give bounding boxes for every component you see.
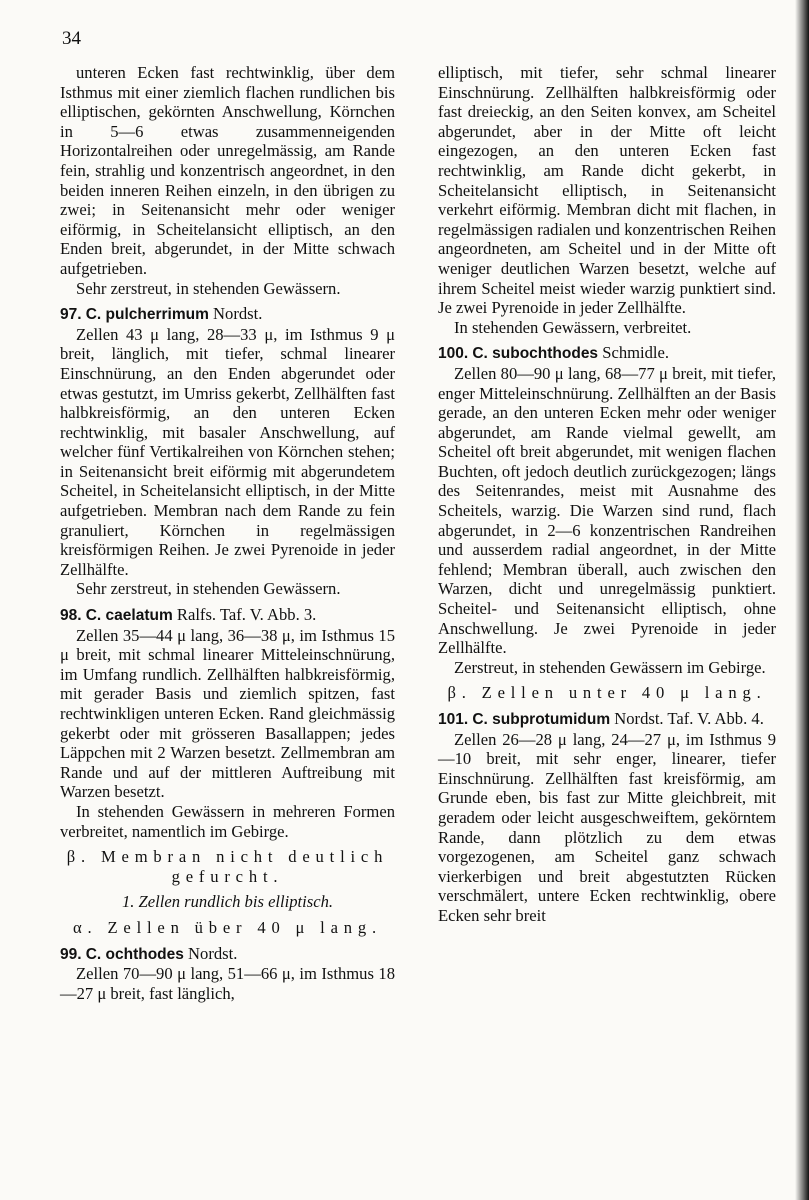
habitat-note: Sehr zerstreut, in stehenden Gewässern. (76, 579, 341, 599)
species-heading (60, 304, 395, 325)
species-name: C. subprotumidum (472, 711, 611, 728)
description-paragraph: Zellen 26—28 μ lang, 24—27 μ, im Isthmus 9—10 breit, mit sehr enger, linearer, tiefer Einschnürung. Zellhälften fast kreisförmig, am Grunde eben, bis fast zur Mitte gleichbreit, mit geradem oder leicht ausgeschweiftem, gekörntem Rande, dann plötzlich zu dem etwas vorgezogenen, am Scheitel ganz schwach vierkerbigen und breit abgestutzten Rücken verschmälert, untere Ecken rechtwinklig, obere Ecken sehr breit (438, 729, 776, 925)
habitat-note: In stehenden Gewässern, verbreitet. (454, 317, 692, 337)
species-name: C. subochthodes (472, 345, 599, 363)
species-number: 98. (60, 607, 82, 625)
key-heading: α. Zellen über 40 μ lang. (73, 917, 382, 937)
left-column (60, 63, 395, 1003)
species-heading (60, 944, 395, 965)
description-paragraph: Zellen 35—44 μ lang, 36—38 μ, im Isthmus 15 μ breit, mit schmal linearer Mitteleinschnürung, im Umfang rundlich. Zellhälften halbkreisförmig, mit gerader Basis und ziemlich spitzen, fast rechtwinkligen unteren Ecken. Rand gleichmässig gekerbt oder mit grösseren Basallappen; jedes Läppchen mit 2 Warzen besetzt. Zellmembran am Rande und auf der mittleren Auftreibung mit Warzen besetzt. (60, 625, 395, 802)
description-paragraph: Zellen 80—90 μ lang, 68—77 μ breit, mit tiefer, enger Mitteleinschnürung. Zellhälften an der Basis gerade, an den unteren Ecken mehr oder weniger abgerundet, am Rande vielmal gewellt, am Scheitel oft breit abgerundet, mit wenigen flachen Buchten, oft jedoch deutlich zurückgezogen; längs des Seitenrandes, meist mit Ausnahme des Scheitels, warzig. Die Warzen sind rund, flach abgerundet, in 2—6 konzentrischen Randreihen und ausserdem radial angeordnet, in der Mitte fehlend; Membran überall, auch zwischen den Warzen, dicht und unregelmässig punktiert. Scheitel- und Seitenansicht elliptisch, ohne Anschwellung. Je zwei Pyrenoide in jeder Zellhälfte. (438, 363, 776, 658)
description-paragraph: unteren Ecken fast rechtwinklig, über dem Isthmus mit einer ziemlich flachen rundlichen bis elliptischen, gekörnten Anschwellung, Körnchen in 5—6 etwas zusammenneigenden Horizontalreihen oder unregelmässig, am Rande fein, strahlig und konzentrisch angeordnet, in den beiden inneren Reihen einzeln, in den übrigen zu zwei; in Seitenansicht mehr oder weniger eiförmig, in Scheitelansicht elliptisch, an den Enden breit, abgerundet, in der Mitte schwach aufgetrieben. (60, 63, 395, 278)
habitat-note: Sehr zerstreut, in stehenden Gewässern. (76, 278, 341, 298)
species-number: 101. (438, 711, 469, 728)
habitat-note: Zerstreut, in stehenden Gewässern im Gebirge. (454, 657, 766, 677)
species-name: C. pulcherrimum (85, 306, 209, 324)
key-heading: β. Zellen unter 40 μ lang. (447, 683, 767, 703)
species-author: Schmidle. (602, 343, 670, 363)
species-author: Nordst. Taf. V. Abb. 4. (614, 709, 764, 728)
key-subheading: 1. Zellen rundlich bis elliptisch. (121, 892, 334, 912)
right-column (438, 63, 776, 926)
species-number: 97. (60, 306, 82, 324)
species-author: Nordst. (213, 304, 263, 324)
species-author: Nordst. (188, 943, 238, 963)
species-name: C. caelatum (85, 607, 173, 625)
habitat-note: In stehenden Gewässern in mehreren Formen verbreitet, namentlich im Gebirge. (60, 801, 395, 841)
species-author: Ralfs. Taf. V. Abb. 3. (176, 605, 317, 625)
species-name: C. ochthodes (85, 945, 184, 963)
species-number: 99. (60, 945, 82, 963)
description-paragraph: Zellen 43 μ lang, 28—33 μ, im Isthmus 9 μ breit, länglich, mit tiefer, schmal linearer Einschnürung, an den Enden abgerundet oder etwas gestutzt, im Umriss gekerbt, Zellhälften fast halbkreisförmig, an den unteren Ecken rechtwinklig, mit basaler Anschwellung, auf welcher fünf Vertikalreihen von Körnchen stehen; in Seitenansicht breit eiförmig mit abgerundetem Scheitel, in Scheitelansicht elliptisch, in der Mitte aufgetrieben. Membran nach dem Rande zu fein granuliert, Körnchen in regelmässigen kreisförmigen Reihen. Je zwei Pyrenoide in jeder Zellhälfte. (60, 324, 395, 579)
page-number: 34 (62, 28, 81, 49)
species-number: 100. (438, 345, 469, 363)
species-heading (438, 709, 776, 730)
description-paragraph: elliptisch, mit tiefer, sehr schmal linearer Einschnürung. Zellhälften halbkreisförmig oder fast dreieckig, an den Seiten konvex, am Scheitel abgerundet, aber in der Mitte oft leicht eingezogen, an den unteren Ecken fast rechtwinklig, am Rande dicht gekerbt, in Scheitelansicht elliptisch, in Seitenansicht verkehrt eiförmig. Membran dicht mit flachen, in regelmässigen radialen und konzentrischen Reihen angeordneten, am Scheitel und in der Mitte oft weniger deutlichen Warzen besetzt, welche auf ihrem Scheitel meist wieder warzig punktiert sind. Je zwei Pyrenoide in jeder Zellhälfte. (438, 63, 776, 318)
page-edge-shadow (795, 0, 809, 1200)
species-heading (60, 605, 395, 626)
species-heading (438, 343, 776, 364)
description-paragraph: Zellen 70—90 μ lang, 51—66 μ, im Isthmus 18—27 μ breit, fast länglich, (60, 964, 395, 1003)
key-heading: β. Membran nicht deutlich gefurcht. (66, 847, 389, 886)
